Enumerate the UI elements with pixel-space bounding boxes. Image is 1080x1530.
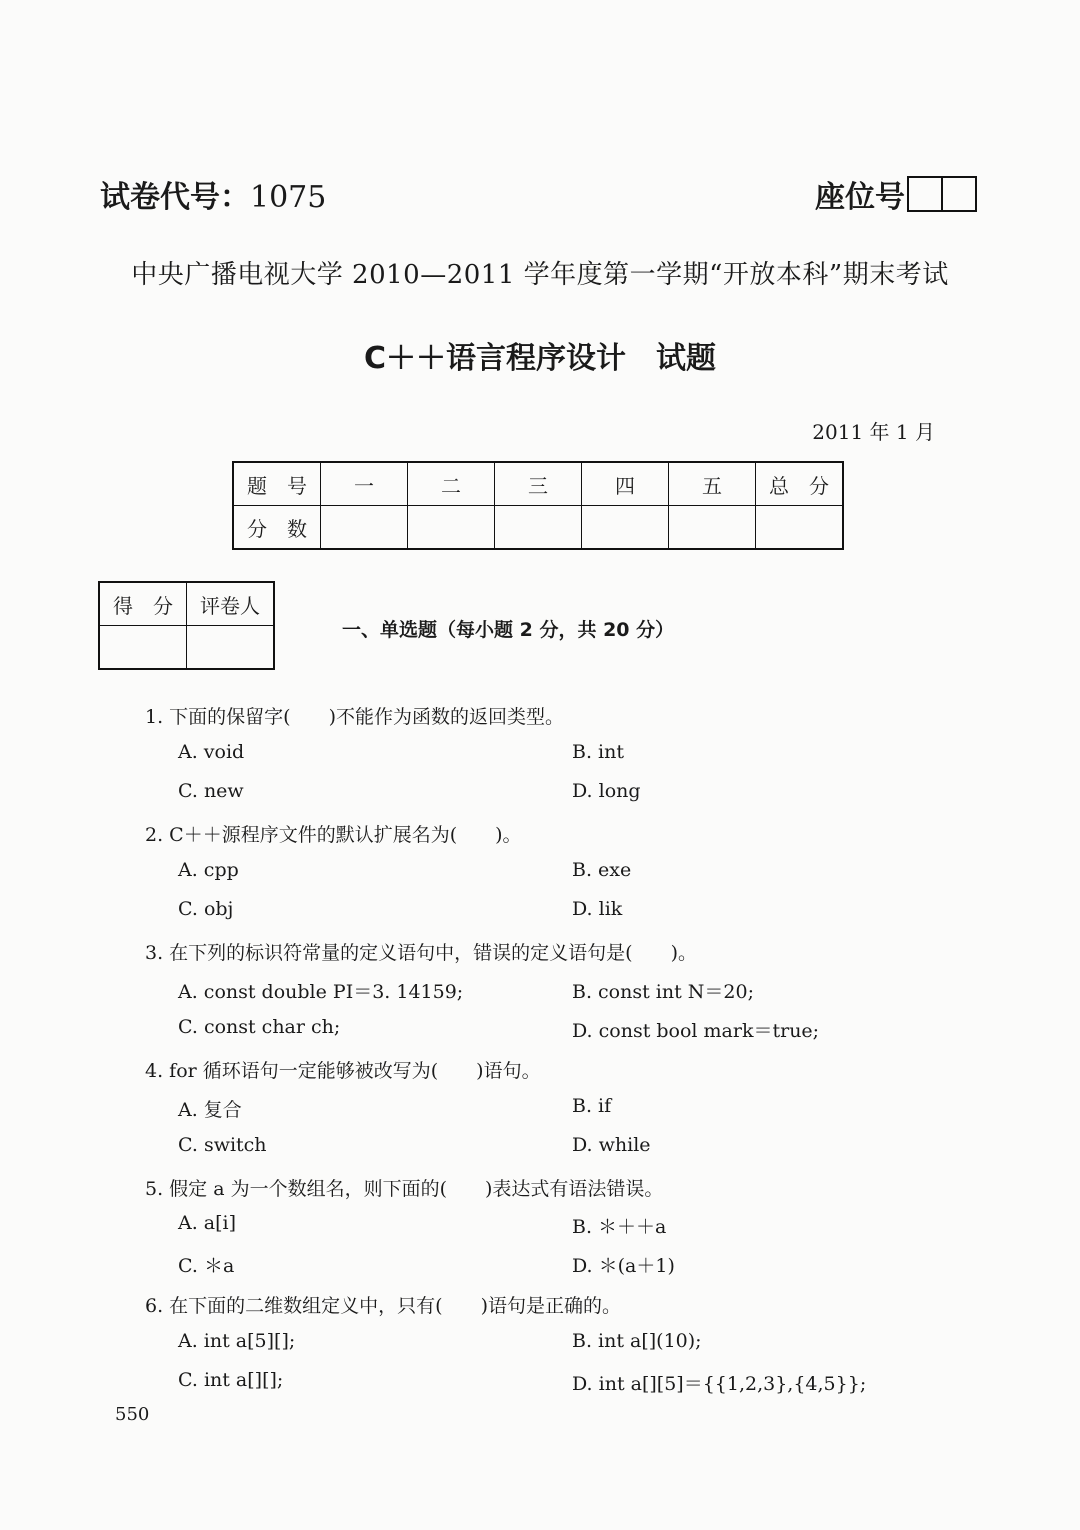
score-cell-header: 四: [582, 462, 669, 506]
question-option: D. long: [572, 780, 641, 802]
score-cell-blank: [408, 506, 495, 550]
exam-title: C＋＋语言程序设计 试题: [363, 341, 717, 376]
score-table: [232, 461, 844, 550]
question-option: A. void: [178, 741, 245, 763]
grader-score-header: 得 分: [99, 582, 187, 626]
question-option: D. const bool mark＝true;: [572, 1020, 820, 1042]
score-cell-header: 三: [495, 462, 582, 506]
question-option: A. cpp: [178, 859, 239, 881]
score-cell-header: 题 号: [233, 462, 321, 506]
score-cell-blank: [495, 506, 582, 550]
question-option: D. while: [572, 1134, 651, 1156]
question-option: A. a[i]: [178, 1212, 237, 1234]
question-stem: 4. for 循环语句一定能够被改写为( )语句。: [145, 1060, 541, 1082]
question-option: B. ＊＋＋a: [572, 1216, 667, 1238]
question-option: A. const double PI＝3. 14159;: [178, 981, 464, 1003]
seat-number-label: 座位号: [815, 180, 905, 215]
question-option: C. new: [178, 780, 244, 802]
seat-number: [815, 172, 977, 216]
exam-code-value: 1075: [250, 180, 327, 215]
university-line: 中央广播电视大学 2010—2011 学年度第一学期“开放本科”期末考试: [131, 260, 949, 290]
question-option: D. lik: [572, 898, 623, 920]
question-option: B. const int N＝20;: [572, 981, 754, 1003]
question-option: C. int a[][];: [178, 1369, 284, 1391]
question-option: A. 复合: [178, 1099, 242, 1121]
score-cell-blank: [669, 506, 756, 550]
question-option: C. switch: [178, 1134, 267, 1156]
question-option: B. int a[](10);: [572, 1330, 702, 1352]
question-stem: 6. 在下面的二维数组定义中，只有( )语句是正确的。: [145, 1295, 621, 1317]
grader-name-header: 评卷人: [187, 582, 275, 626]
question-option: C. ＊a: [178, 1255, 235, 1277]
question-option: A. int a[5][];: [178, 1330, 296, 1352]
score-cell-blank: [321, 506, 408, 550]
score-cell-blank: [582, 506, 669, 550]
score-cell-blank: [756, 506, 844, 550]
exam-code: [100, 172, 326, 216]
score-row-label: 分 数: [233, 506, 321, 550]
question-option: B. int: [572, 741, 624, 763]
question-option: D. int a[][5]＝{{1,2,3},{4,5}};: [572, 1373, 867, 1395]
question-option: D. ＊(a＋1): [572, 1255, 675, 1277]
question-stem: 5. 假定 a 为一个数组名，则下面的( )表达式有语法错误。: [145, 1178, 664, 1200]
grader-table: [98, 581, 275, 670]
question-option: C. const char ch;: [178, 1016, 341, 1038]
seat-number-boxes: [907, 176, 977, 212]
question-option: B. if: [572, 1095, 612, 1117]
grader-cell-blank: [187, 626, 275, 670]
question-stem: 3. 在下列的标识符常量的定义语句中，错误的定义语句是( )。: [145, 942, 697, 964]
page-number: 550: [115, 1404, 150, 1425]
question-option: C. obj: [178, 898, 234, 920]
exam-code-label: 试卷代号：: [100, 180, 250, 215]
score-cell-header: 一: [321, 462, 408, 506]
section-title: 一、单选题（每小题 2 分，共 20 分）: [342, 619, 675, 641]
score-cell-header: 五: [669, 462, 756, 506]
question-stem: 1. 下面的保留字( )不能作为函数的返回类型。: [145, 706, 564, 728]
score-table-header-row: [233, 462, 843, 506]
score-cell-header: 总 分: [756, 462, 844, 506]
question-option: B. exe: [572, 859, 632, 881]
score-cell-header: 二: [408, 462, 495, 506]
grader-cell-blank: [99, 626, 187, 670]
question-stem: 2. C＋＋源程序文件的默认扩展名为( )。: [145, 824, 522, 846]
score-table-score-row: [233, 506, 843, 550]
exam-date: 2011 年 1 月: [812, 420, 935, 444]
